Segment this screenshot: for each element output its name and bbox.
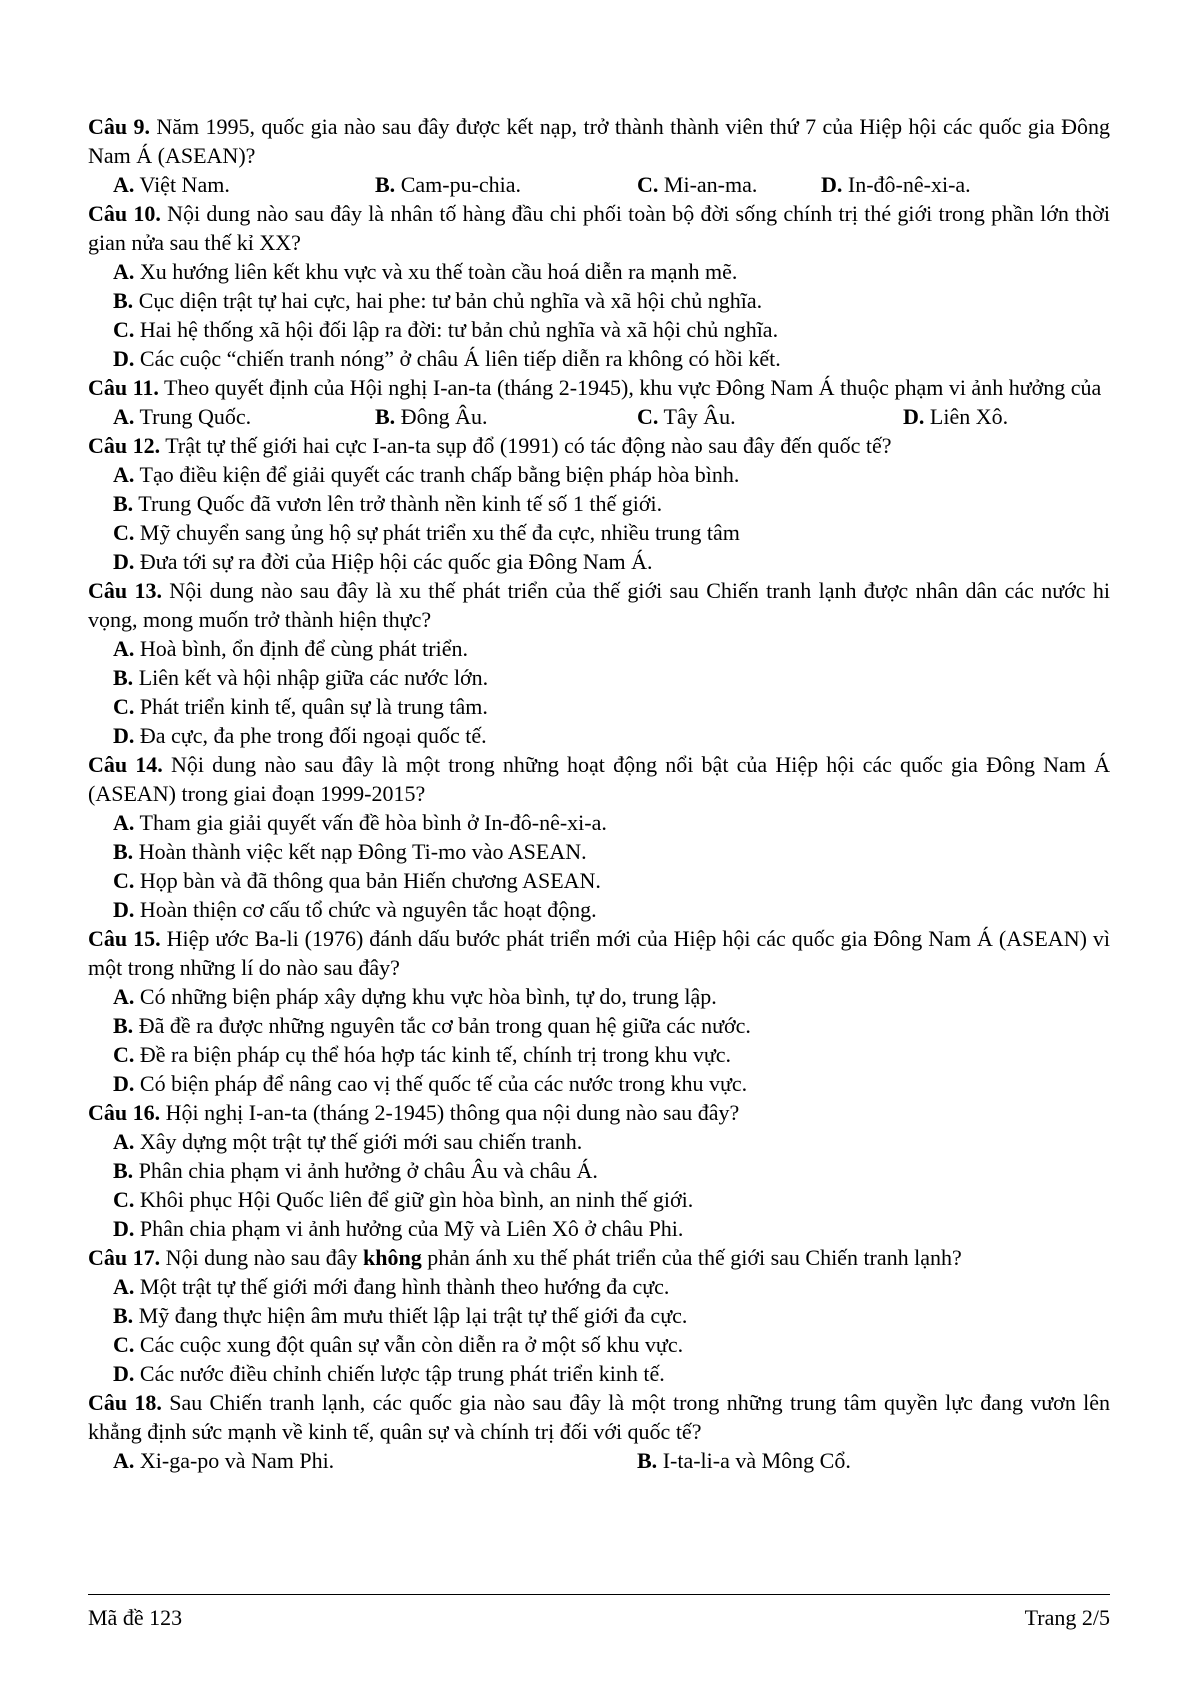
question-label: Câu 16. bbox=[88, 1100, 161, 1125]
option-d: D. Các cuộc “chiến tranh nóng” ở châu Á liên tiếp diễn ra không có hồi kết. bbox=[113, 346, 781, 371]
option-d: D. Các nước điều chỉnh chiến lược tập trung phát triển kinh tế. bbox=[113, 1361, 665, 1386]
option-d: D. In-đô-nê-xi-a. bbox=[821, 172, 971, 197]
page-footer bbox=[88, 1603, 1110, 1632]
question-label: Câu 14. bbox=[88, 752, 163, 777]
option-b: B. Trung Quốc đã vươn lên trở thành nền kinh tế số 1 thế giới. bbox=[113, 491, 663, 516]
option-c: C. Phát triển kinh tế, quân sự là trung tâm. bbox=[113, 694, 488, 719]
question-18 bbox=[88, 1388, 1110, 1446]
question-13 bbox=[88, 576, 1110, 634]
question-16 bbox=[88, 1098, 1110, 1127]
question-text: Nội dung nào sau đây là xu thế phát triển của thế giới sau Chiến tranh lạnh được nhân dân các nước hi vọng, mong muốn trở thành hiện thực? bbox=[88, 578, 1111, 632]
question-11 bbox=[88, 373, 1110, 402]
question-15 bbox=[88, 924, 1110, 982]
option-b: B. Phân chia phạm vi ảnh hưởng ở châu Âu và châu Á. bbox=[113, 1158, 598, 1183]
option-c: C. Các cuộc xung đột quân sự vẫn còn diễn ra ở một số khu vực. bbox=[113, 1332, 684, 1357]
question-text: Nội dung nào sau đây bbox=[165, 1245, 358, 1270]
option-c: C. Mỹ chuyển sang ủng hộ sự phát triển xu thế đa cực, nhiều trung tâm bbox=[113, 520, 740, 545]
option-a: A. Xu hướng liên kết khu vực và xu thế toàn cầu hoá diễn ra mạnh mẽ. bbox=[113, 259, 738, 284]
question-text: Hội nghị I-an-ta (tháng 2-1945) thông qua nội dung nào sau đây? bbox=[165, 1100, 740, 1125]
question-14 bbox=[88, 750, 1110, 808]
option-b: B. Đông Âu. bbox=[375, 404, 488, 429]
option-c: C. Đề ra biện pháp cụ thể hóa hợp tác kinh tế, chính trị trong khu vực. bbox=[113, 1042, 732, 1067]
option-c: C. Mi-an-ma. bbox=[637, 172, 758, 197]
option-b: B. Đã đề ra được những nguyên tắc cơ bản trong quan hệ giữa các nước. bbox=[113, 1013, 751, 1038]
page-number: Trang 2/5 bbox=[1024, 1605, 1110, 1630]
option-a: A. Trung Quốc. bbox=[113, 404, 252, 429]
question-label: Câu 11. bbox=[88, 375, 159, 400]
option-c: C. Họp bàn và đã thông qua bản Hiến chương ASEAN. bbox=[113, 868, 601, 893]
question-9 bbox=[88, 112, 1110, 170]
question-label: Câu 9. bbox=[88, 114, 151, 139]
question-text: Sau Chiến tranh lạnh, các quốc gia nào sau đây là một trong những trung tâm quyền lực đang vươn lên khẳng định sức mạnh về kinh tế, quân sự và chính trị đối với quốc tế? bbox=[88, 1390, 1111, 1444]
option-a: A. Một trật tự thế giới mới đang hình thành theo hướng đa cực. bbox=[113, 1274, 670, 1299]
option-d: D. Đưa tới sự ra đời của Hiệp hội các quốc gia Đông Nam Á. bbox=[113, 549, 653, 574]
option-a: A. Việt Nam. bbox=[113, 172, 230, 197]
option-b: B. I-ta-li-a và Mông Cổ. bbox=[637, 1448, 851, 1473]
question-label: Câu 12. bbox=[88, 433, 161, 458]
option-a: A. Tạo điều kiện để giải quyết các tranh chấp bằng biện pháp hòa bình. bbox=[113, 462, 740, 487]
option-d: D. Hoàn thiện cơ cấu tổ chức và nguyên tắc hoạt động. bbox=[113, 897, 597, 922]
option-d: D. Đa cực, đa phe trong đối ngoại quốc tế. bbox=[113, 723, 487, 748]
question-text: Nội dung nào sau đây là nhân tố hàng đầu chi phối toàn bộ đời sống chính trị thé giới trong phần lớn thời gian nửa sau thế kỉ XX? bbox=[88, 201, 1111, 255]
question-text: Hiệp ước Ba-li (1976) đánh dấu bước phát triển mới của Hiệp hội các quốc gia Đông Nam Á (ASEAN) vì một trong những lí do nào sau đây? bbox=[88, 926, 1111, 980]
question-text: Năm 1995, quốc gia nào sau đây được kết nạp, trở thành thành viên thứ 7 của Hiệp hội các quốc gia Đông Nam Á (ASEAN)? bbox=[88, 114, 1111, 168]
option-b: B. Mỹ đang thực hiện âm mưu thiết lập lại trật tự thế giới đa cực. bbox=[113, 1303, 688, 1328]
option-a: A. Xây dựng một trật tự thế giới mới sau chiến tranh. bbox=[113, 1129, 583, 1154]
question-10 bbox=[88, 199, 1110, 257]
option-c: C. Khôi phục Hội Quốc liên để giữ gìn hòa bình, an ninh thế giới. bbox=[113, 1187, 694, 1212]
option-c: C. Hai hệ thống xã hội đối lập ra đời: tư bản chủ nghĩa và xã hội chủ nghĩa. bbox=[113, 317, 779, 342]
option-b: B. Cam-pu-chia. bbox=[375, 172, 522, 197]
option-a: A. Có những biện pháp xây dựng khu vực hòa bình, tự do, trung lập. bbox=[113, 984, 717, 1009]
question-text: phản ánh xu thế phát triển của thế giới sau Chiến tranh lạnh? bbox=[427, 1245, 962, 1270]
question-text: Theo quyết định của Hội nghị I-an-ta (tháng 2-1945), khu vực Đông Nam Á thuộc phạm vi ảnh hưởng của bbox=[164, 375, 1102, 400]
option-c: C. Tây Âu. bbox=[637, 404, 736, 429]
option-b: B. Hoàn thành việc kết nạp Đông Ti-mo vào ASEAN. bbox=[113, 839, 587, 864]
option-b: B. Cục diện trật tự hai cực, hai phe: tư bản chủ nghĩa và xã hội chủ nghĩa. bbox=[113, 288, 763, 313]
negation-word: không bbox=[362, 1245, 422, 1270]
exam-code: Mã đề 123 bbox=[88, 1605, 183, 1630]
option-d: D. Phân chia phạm vi ảnh hưởng của Mỹ và Liên Xô ở châu Phi. bbox=[113, 1216, 684, 1241]
question-label: Câu 15. bbox=[88, 926, 161, 951]
option-d: D. Liên Xô. bbox=[903, 404, 1009, 429]
question-text: Trật tự thế giới hai cực I-an-ta sụp đổ (1991) có tác động nào sau đây đến quốc tế? bbox=[165, 433, 892, 458]
question-label: Câu 13. bbox=[88, 578, 162, 603]
question-label: Câu 10. bbox=[88, 201, 161, 226]
footer-divider bbox=[88, 1594, 1110, 1595]
option-b: B. Liên kết và hội nhập giữa các nước lớn. bbox=[113, 665, 489, 690]
question-17 bbox=[88, 1243, 1110, 1272]
question-12 bbox=[88, 431, 1110, 460]
option-d: D. Có biện pháp để nâng cao vị thế quốc tế của các nước trong khu vực. bbox=[113, 1071, 748, 1096]
option-a: A. Hoà bình, ổn định để cùng phát triển. bbox=[113, 636, 468, 661]
question-label: Câu 17. bbox=[88, 1245, 161, 1270]
options-row bbox=[88, 402, 1110, 431]
exam-content bbox=[88, 112, 1110, 1475]
options-row bbox=[88, 1446, 1110, 1475]
question-text: Nội dung nào sau đây là một trong những hoạt động nổi bật của Hiệp hội các quốc gia Đông Nam Á (ASEAN) trong giai đoạn 1999-2015? bbox=[88, 752, 1110, 806]
option-a: A. Tham gia giải quyết vấn đề hòa bình ở In-đô-nê-xi-a. bbox=[113, 810, 607, 835]
options-row bbox=[88, 170, 1110, 199]
question-label: Câu 18. bbox=[88, 1390, 162, 1415]
option-a: A. Xi-ga-po và Nam Phi. bbox=[113, 1448, 335, 1473]
